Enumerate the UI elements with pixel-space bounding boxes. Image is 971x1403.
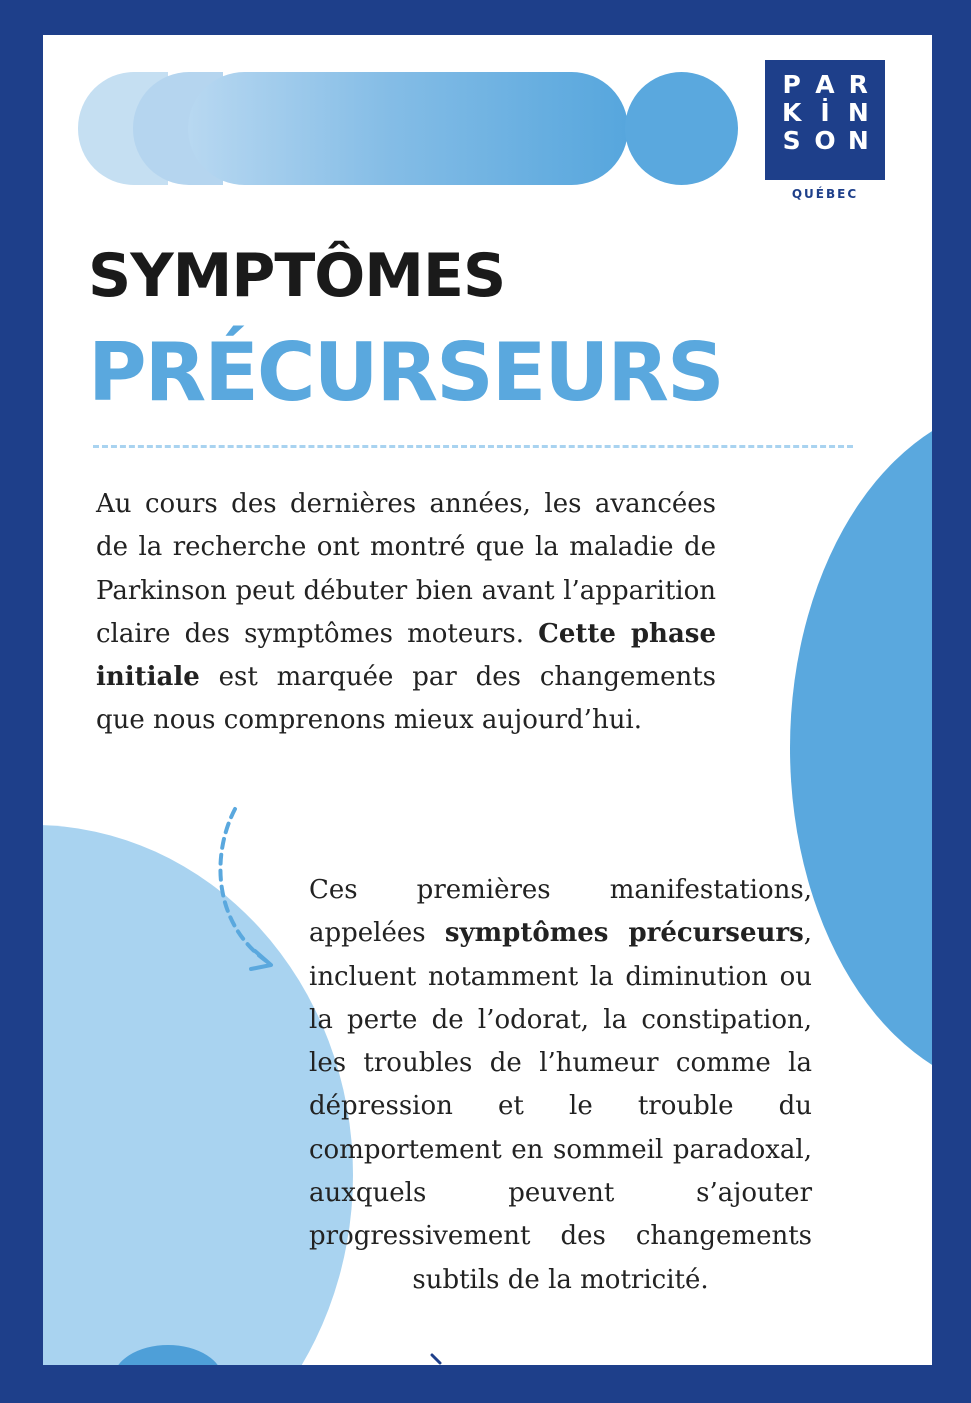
logo-row bbox=[765, 99, 885, 127]
logo-subtitle: QUÉBEC bbox=[791, 187, 859, 201]
page-title-line2: PRÉCURSEURS bbox=[88, 326, 723, 419]
logo-row bbox=[765, 71, 885, 99]
detail-bold-text: symptômes précurseurs bbox=[444, 918, 804, 949]
decorative-dot bbox=[625, 72, 738, 185]
logo-letter: N bbox=[847, 98, 869, 127]
detail-text: , incluent notamment la diminution ou la perte de l’odorat, la constipation, les troubles de l’humeur comme la dépression et le trouble du comportement en sommeil paradoxal, auxquels peuvent s’ajouter progressivement des changements subtils de la motricité. bbox=[309, 918, 812, 1295]
logo-letter: P bbox=[782, 70, 801, 99]
detail-paragraph bbox=[309, 869, 812, 1302]
parkinson-quebec-logo bbox=[765, 60, 885, 208]
logo-row bbox=[765, 127, 885, 155]
decorative-gradient-pill bbox=[188, 72, 628, 185]
intro-paragraph bbox=[96, 483, 716, 743]
logo-box bbox=[765, 60, 885, 180]
decorative-circle-left bbox=[43, 825, 353, 1365]
intro-text: Au cours des dernières années, les avancées de la recherche ont montré que la maladie de Parkinson peut débuter bien avant l’apparition claire des symptômes moteurs. bbox=[96, 489, 716, 649]
intro-bold-text: Cette phase initiale bbox=[96, 618, 716, 693]
logo-letter: A bbox=[815, 70, 835, 99]
page-title-line1: SYMPTÔMES bbox=[88, 241, 506, 311]
logo-letter: N bbox=[847, 126, 869, 155]
info-card bbox=[43, 35, 932, 1365]
decorative-pill-banner bbox=[78, 72, 738, 185]
dashed-arrow-icon bbox=[203, 805, 283, 975]
logo-letter: S bbox=[782, 126, 801, 155]
dashed-divider bbox=[93, 445, 853, 448]
intro-text: est marquée par des changements que nous comprenons mieux aujourd’hui. bbox=[96, 662, 716, 736]
detail-text: Ces premières manifestations, appelées bbox=[309, 875, 812, 949]
logo-letter: R bbox=[848, 70, 868, 99]
logo-letter: K bbox=[781, 98, 802, 127]
logo-letter: O bbox=[814, 126, 836, 155]
arrow-tip-icon bbox=[428, 1353, 448, 1365]
logo-letter: İ bbox=[820, 98, 830, 127]
